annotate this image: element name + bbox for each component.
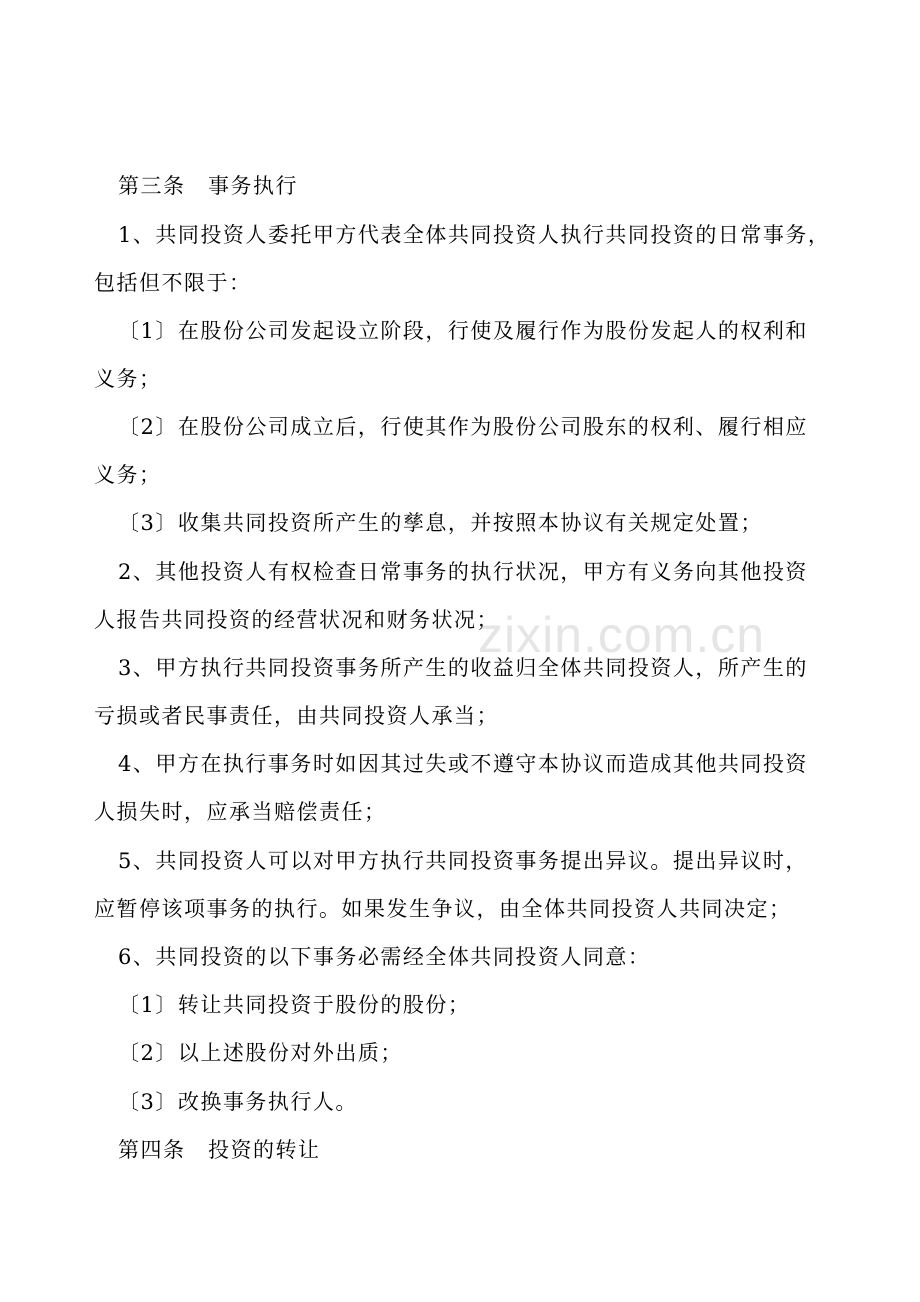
paragraph-line: 〔2〕在股份公司成立后，行使其作为股份公司股东的权利、履行相应: [118, 415, 808, 439]
paragraph-line: 人损失时，应承当赔偿责任；: [94, 800, 387, 824]
paragraph-line: 〔3〕收集共同投资所产生的孳息，并按照本协议有关规定处置；: [118, 511, 763, 535]
paragraph-line: 〔1〕转让共同投资于股份的股份；: [118, 993, 471, 1017]
paragraph-line: 〔1〕在股份公司发起设立阶段，行使及履行作为股份发起人的权利和: [118, 319, 808, 343]
paragraph-line: 3、甲方执行共同投资事务所产生的收益归全体共同投资人，所产生的: [118, 656, 808, 680]
paragraph-line: 义务；: [94, 367, 162, 391]
paragraph-line: 包括但不限于：: [94, 271, 252, 295]
paragraph-line: 2、其他投资人有权检查日常事务的执行状况，甲方有义务向其他投资: [118, 560, 808, 584]
paragraph-line: 〔3〕改换事务执行人。: [118, 1090, 358, 1114]
paragraph-line: 义务；: [94, 463, 162, 487]
paragraph-line: 〔2〕以上述股份对外出质；: [118, 1041, 403, 1065]
paragraph-line: 6、共同投资的以下事务必需经全体共同投资人同意：: [118, 945, 651, 969]
paragraph-line: 亏损或者民事责任，由共同投资人承当；: [94, 704, 499, 728]
paragraph-line: 应暂停该项事务的执行。如果发生争议，由全体共同投资人共同决定；: [94, 897, 792, 921]
paragraph-line: 5、共同投资人可以对甲方执行共同投资事务提出异议。提出异议时，: [118, 849, 808, 873]
watermark: zixin.com.cn: [478, 607, 766, 663]
paragraph-line: 4、甲方在执行事务时如因其过失或不遵守本协议而造成其他共同投资: [118, 752, 808, 776]
article-3-heading: 第三条 事务执行: [118, 174, 298, 198]
article-4-heading: 第四条 投资的转让: [118, 1138, 321, 1162]
paragraph-line: 1、共同投资人委托甲方代表全体共同投资人执行共同投资的日常事务，: [118, 223, 831, 247]
paragraph-line: 人报告共同投资的经营状况和财务状况；: [94, 608, 499, 632]
